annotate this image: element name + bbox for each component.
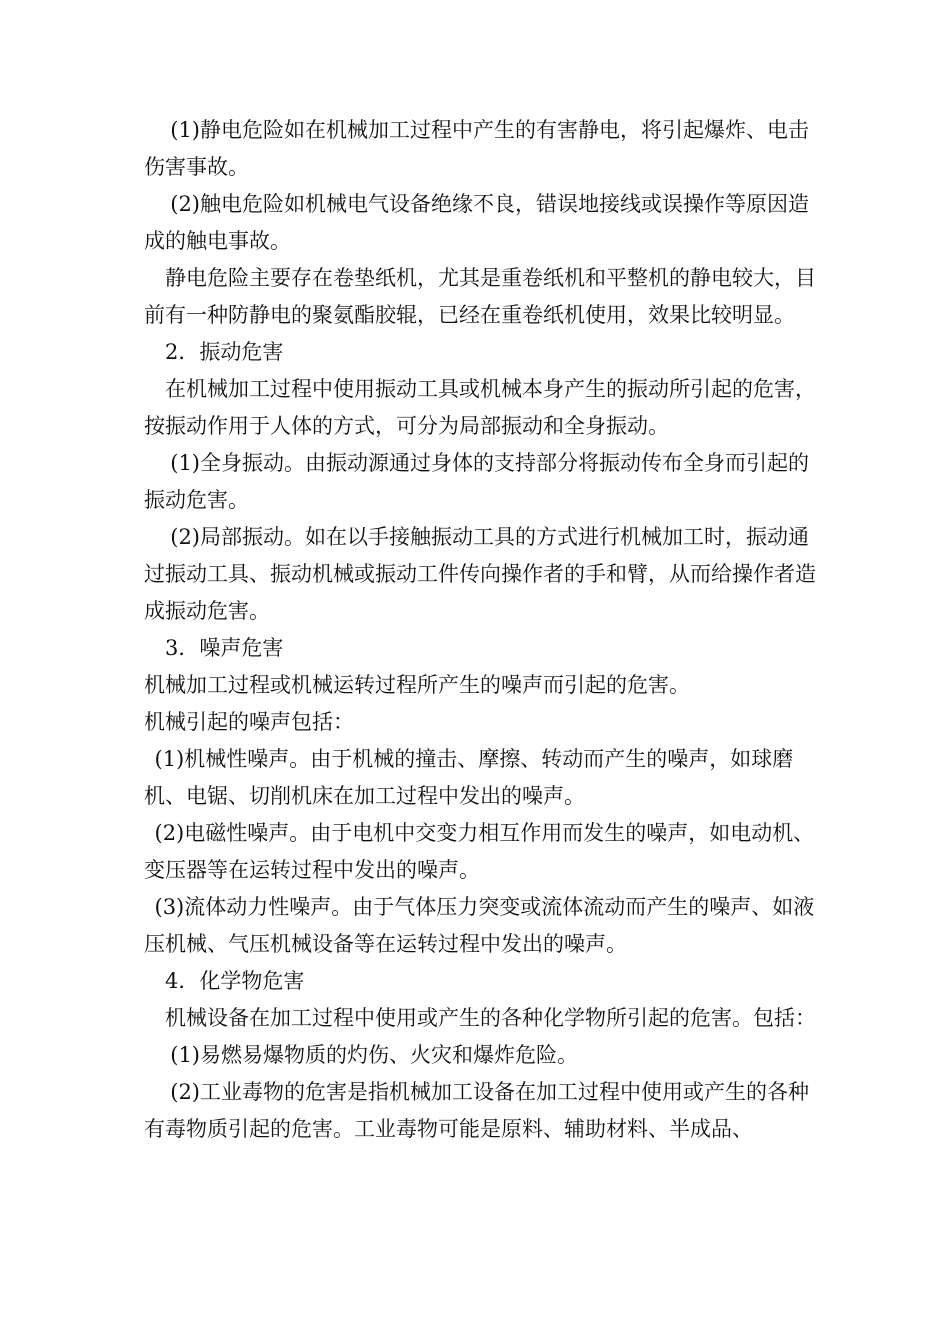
document-body (144, 112, 824, 1148)
paragraph-local-vibration: (2)局部振动。如在以手接触振动工具的方式进行机械加工时，振动通过振动工具、振动机械或振动工件传向操作者的手和臂，从而给操作者造成振动危害。 (144, 525, 816, 623)
paragraph-whole-body-vibration: (1)全身振动。由振动源通过身体的支持部分将振动传布全身而引起的振动危害。 (144, 451, 809, 512)
paragraph-vibration-intro: 在机械加工过程中使用振动工具或机械本身产生的振动所引起的危害，按振动作用于人体的方式，可分为局部振动和全身振动。 (144, 377, 816, 438)
heading-vibration-hazard: 2．振动危害 (165, 340, 284, 364)
paragraph-electric-shock: (2)触电危险如机械电气设备绝缘不良，错误地接线或误操作等原因造成的触电事故。 (144, 192, 809, 253)
paragraph-fluid-noise: (3)流体动力性噪声。由于气体压力突变或流体流动而产生的噪声、如液压机械、气压机械设备等在运转过程中发出的噪声。 (144, 895, 815, 956)
heading-noise-hazard: 3．噪声危害 (165, 636, 284, 660)
paragraph-flammable: (1)易燃易爆物质的灼伤、火灾和爆炸危险。 (170, 1043, 578, 1067)
paragraph-electromagnetic-noise: (2)电磁性噪声。由于电机中交变力相互作用而发生的噪声，如电动机、变压器等在运转过程中发出的噪声。 (144, 821, 815, 882)
paragraph-static-shock: (1)静电危险如在机械加工过程中产生的有害静电，将引起爆炸、电击伤害事故。 (144, 118, 809, 179)
paragraph-industrial-toxins: (2)工业毒物的危害是指机械加工设备在加工过程中使用或产生的各种有毒物质引起的危害。工业毒物可能是原料、辅助材料、半成品、 (144, 1080, 809, 1141)
paragraph-static-note: 静电危险主要存在卷垫纸机，尤其是重卷纸机和平整机的静电较大，目前有一种防静电的聚氨酯胶辊，已经在重卷纸机使用，效果比较明显。 (144, 266, 816, 327)
paragraph-mechanical-noise: (1)机械性噪声。由于机械的撞击、摩擦、转动而产生的噪声，如球磨机、电锯、切削机床在加工过程中发出的噪声。 (144, 747, 794, 808)
heading-chemical-hazard: 4．化学物危害 (165, 969, 305, 993)
paragraph-noise-intro: 机械加工过程或机械运转过程所产生的噪声而引起的危害。 (144, 673, 690, 697)
paragraph-chemical-intro: 机械设备在加工过程中使用或产生的各种化学物所引起的危害。包括： (165, 1006, 816, 1030)
paragraph-noise-types: 机械引起的噪声包括： (144, 710, 354, 734)
